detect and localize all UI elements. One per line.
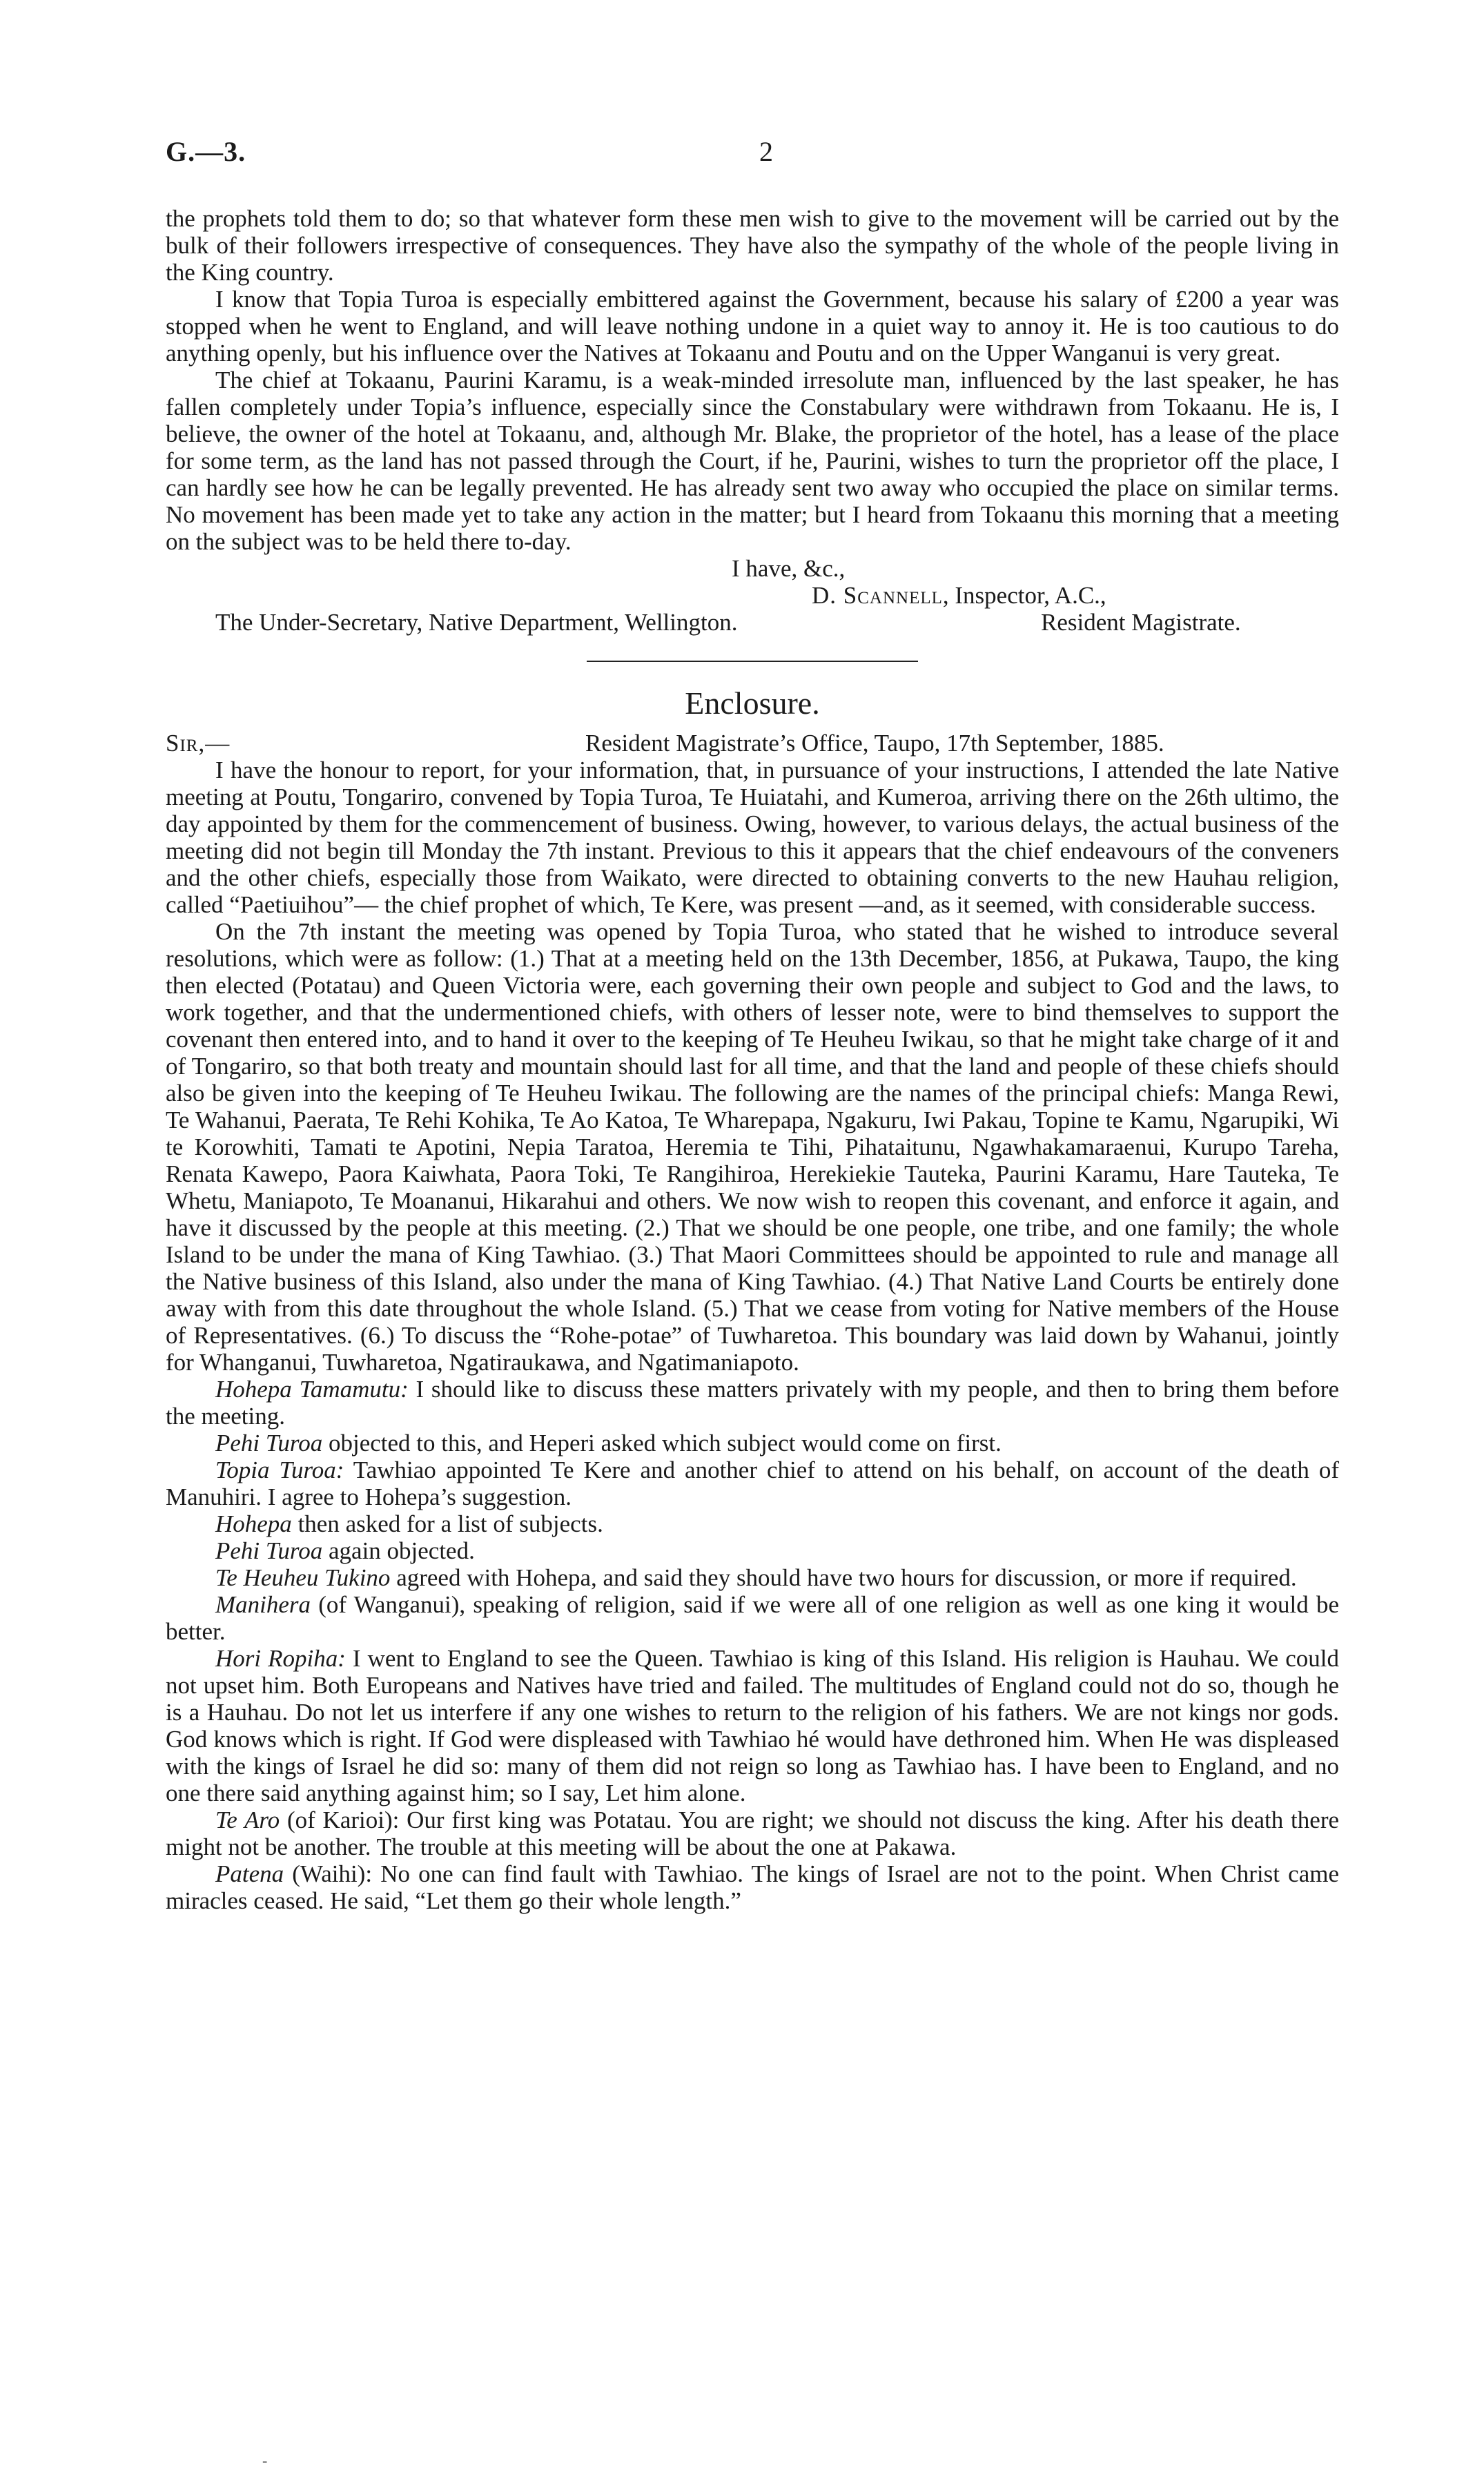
speech-paragraph bbox=[166, 1645, 1339, 1806]
speech-text: I went to England to see the Queen. Tawhiao is king of this Island. His religion is Hauhau. We could not upset him. Both Europeans and Natives have tried and failed. The multitudes of England could not do so, though he is a Hauhau. Do not let us interfere if any one wishes to return to the religion of his fathers. We are not kings nor gods. God knows which is right. If God were displeased with Tawhiao hé would have dethroned him. When He was displeased with the kings of Israel he did so: many of them did not reign so long as Tawhiao has. I have been to England, and no one there said anything against him; so I say, Let him alone. bbox=[166, 1645, 1339, 1806]
speech-text: (of Wanganui), speaking of religion, said if we were all of one religion as well as one king it would be better. bbox=[166, 1591, 1339, 1645]
enclosure-address-row bbox=[166, 730, 1339, 757]
signer-title: , Inspector, A.C., bbox=[942, 582, 1106, 609]
speech-text: (Waihi): No one can find fault with Tawhiao. The kings of Israel are not to the point. When Christ came miracles ceased. He said, “Let them go their whole length.” bbox=[166, 1860, 1339, 1914]
speech-text: objected to this, and Heperi asked which subject would come on first. bbox=[322, 1430, 1002, 1457]
signature-block bbox=[166, 555, 1339, 636]
closing: I have, &c., bbox=[732, 555, 846, 582]
speech-text: then asked for a list of subjects. bbox=[291, 1510, 603, 1537]
speaker-name: Hori Ropiha: bbox=[215, 1645, 346, 1672]
speaker-name: Hohepa Tamamutu: bbox=[215, 1376, 409, 1403]
speech-text: agreed with Hohepa, and said they should have two hours for discussion, or more if required. bbox=[390, 1564, 1297, 1591]
signer bbox=[812, 582, 1106, 609]
speaker-name: Pehi Turoa bbox=[215, 1537, 323, 1564]
speech-text: I should like to discuss these matters privately with my people, and then to bring them before the meeting. bbox=[166, 1376, 1339, 1430]
speech-paragraph bbox=[166, 1376, 1339, 1430]
letter-paragraph: I know that Topia Turoa is especially embittered against the Government, because his salary of £200 a year was stopped when he went to England, and will leave nothing undone in a quiet way to annoy it. He is too cautious to do anything openly, but his influence over the Natives at Tokaanu and Poutu and on the Upper Wanganui is very great. bbox=[166, 286, 1339, 367]
speech-paragraph bbox=[166, 1537, 1339, 1564]
speaker-name: Hohepa bbox=[215, 1510, 292, 1537]
signer-role: Resident Magistrate. bbox=[1041, 609, 1241, 636]
speech-text: (of Karioi): Our first king was Potatau. You are right; we should not discuss the king. After his death there might not be another. The trouble at this meeting will be about the one at Pakawa. bbox=[166, 1806, 1340, 1860]
page-header bbox=[166, 138, 1318, 173]
page-body bbox=[166, 205, 1339, 1914]
letter-paragraph: the prophets told them to do; so that whatever form these men wish to give to the movement will be carried out by the bulk of their followers irrespective of consequences. They have also the sympathy of the whole of the people living in the King country. bbox=[166, 205, 1339, 286]
enclosure-paragraph: I have the honour to report, for your information, that, in pursuance of your instructions, I attended the late Native meeting at Poutu, Tongariro, convened by Topia Turoa, Te Huiatahi, and Kumeroa, arriving there on the 26th ultimo, the day appointed by them for the commencement of business. Owing, however, to various delays, the actual business of the meeting did not begin till Monday the 7th instant. Previous to this it appears that the chief endeavours of the conveners and the other chiefs, especially those from Waikato, were directed to obtaining converts to the new Hauhau religion, called “Paetiuihou”— the chief prophet of which, Te Kere, was present —and, as it seemed, with considerable success. bbox=[166, 757, 1339, 918]
enclosure-title: Enclosure. bbox=[685, 685, 820, 721]
speech-paragraph bbox=[166, 1430, 1339, 1457]
enclosure bbox=[166, 685, 1339, 1914]
speech-text: again objected. bbox=[322, 1537, 475, 1564]
speech-paragraph bbox=[166, 1510, 1339, 1537]
speech-paragraph bbox=[166, 1591, 1339, 1645]
addressee: The Under-Secretary, Native Department, Wellington. bbox=[215, 609, 738, 636]
addressee-line bbox=[166, 609, 1339, 636]
speech-paragraph bbox=[166, 1806, 1339, 1860]
speaker-name: Patena bbox=[215, 1860, 284, 1887]
signer-name: D. Scannell bbox=[812, 582, 943, 609]
section-divider bbox=[587, 661, 918, 662]
signer-line bbox=[166, 582, 1339, 609]
address-line: Resident Magistrate’s Office, Taupo, 17th September, 1885. bbox=[585, 730, 1164, 757]
speaker-name: Pehi Turoa bbox=[215, 1430, 323, 1457]
page-number: 2 bbox=[759, 136, 773, 167]
speaker-name: Manihera bbox=[215, 1591, 311, 1618]
speech-paragraph bbox=[166, 1860, 1339, 1914]
closing-line bbox=[166, 555, 1339, 582]
letter bbox=[166, 205, 1339, 636]
enclosure-paragraph: On the 7th instant the meeting was opened by Topia Turoa, who stated that he wished to introduce several resolutions, which were as follow: (1.) That at a meeting held on the 13th December, 1856, at Pukawa, Taupo, the king then elected (Potatau) and Queen Victoria were, each governing their own people and subject to God and the laws, to work together, and that the undermentioned chiefs, with others of lesser note, were to bind themselves to support the covenant then entered into, and to hand it over to the keeping of Te Heuheu Iwikau, so that he might take charge of it and of Tongariro, so that both treaty and mountain should last for all time, and that the land and people of these chiefs should also be given into the keeping of Te Heuheu Iwikau. The following are the names of the principal chiefs: Manga Rewi, Te Wahanui, Paerata, Te Rehi Kohika, Te Ao Katoa, Te Wharepapa, Ngakuru, Iwi Pakau, Topine te Kamu, Ngarupiki, Wi te Korowhiti, Tamati te Apotini, Nepia Taratoa, Heremia te Tihi, Pihataitunu, Ngawhakamaraenui, Kurupo Tareha, Renata Kawepo, Paora Kaiwhata, Paora Toki, Te Rangihiroa, Herekiekie Tauteka, Paurini Karamu, Hare Tauteka, Te Whetu, Maniapoto, Te Moananui, Hikarahui and others. We now wish to reopen this covenant, and enforce it again, and have it discussed by the people at this meeting. (2.) That we should be one people, one tribe, and one family; the whole Island to be under the mana of King Tawhiao. (3.) That Maori Committees should be appointed to rule and manage all the Native business of this Island, also under the mana of King Tawhiao. (4.) That Native Land Courts be entirely done away with from this date throughout the whole Island. (5.) That we cease from voting for Native members of the House of Representatives. (6.) To discuss the “Rohe-potae” of Tuwharetoa. This boundary was laid down by Wahanui, jointly for Whanganui, Tuwharetoa, Ngatiraukawa, and Ngatimaniapoto. bbox=[166, 918, 1339, 1376]
salutation: Sir,— bbox=[166, 730, 231, 757]
speaker-name: Topia Turoa: bbox=[215, 1457, 344, 1483]
speech-paragraph bbox=[166, 1457, 1339, 1510]
document-reference: G.—3. bbox=[166, 136, 246, 167]
letter-paragraph: The chief at Tokaanu, Paurini Karamu, is a weak-minded irresolute man, influenced by the last speaker, he has fallen completely under Topia’s influence, especially since the Constabulary were withdrawn from Tokaanu. He is, I believe, the owner of the hotel at Tokaanu, and, although Mr. Blake, the proprietor of the hotel, has a lease of the place for some term, as the land has not passed through the Court, if he, Paurini, wishes to turn the proprietor off the place, I can hardly see how he can be legally prevented. He has already sent two away who occupied the place on similar terms. No movement has been made yet to take any action in the matter; but I heard from Tokaanu this morning that a meeting on the subject was to be held there to-day. bbox=[166, 367, 1339, 555]
stray-mark: - bbox=[262, 2452, 268, 2469]
speech-text: Tawhiao appointed Te Kere and another chief to attend on his behalf, on account of the death of Manuhiri. I agree to Hohepa’s suggestion. bbox=[166, 1457, 1339, 1510]
speech-paragraph bbox=[166, 1564, 1339, 1591]
speaker-name: Te Aro bbox=[215, 1806, 280, 1833]
speaker-name: Te Heuheu Tukino bbox=[215, 1564, 391, 1591]
